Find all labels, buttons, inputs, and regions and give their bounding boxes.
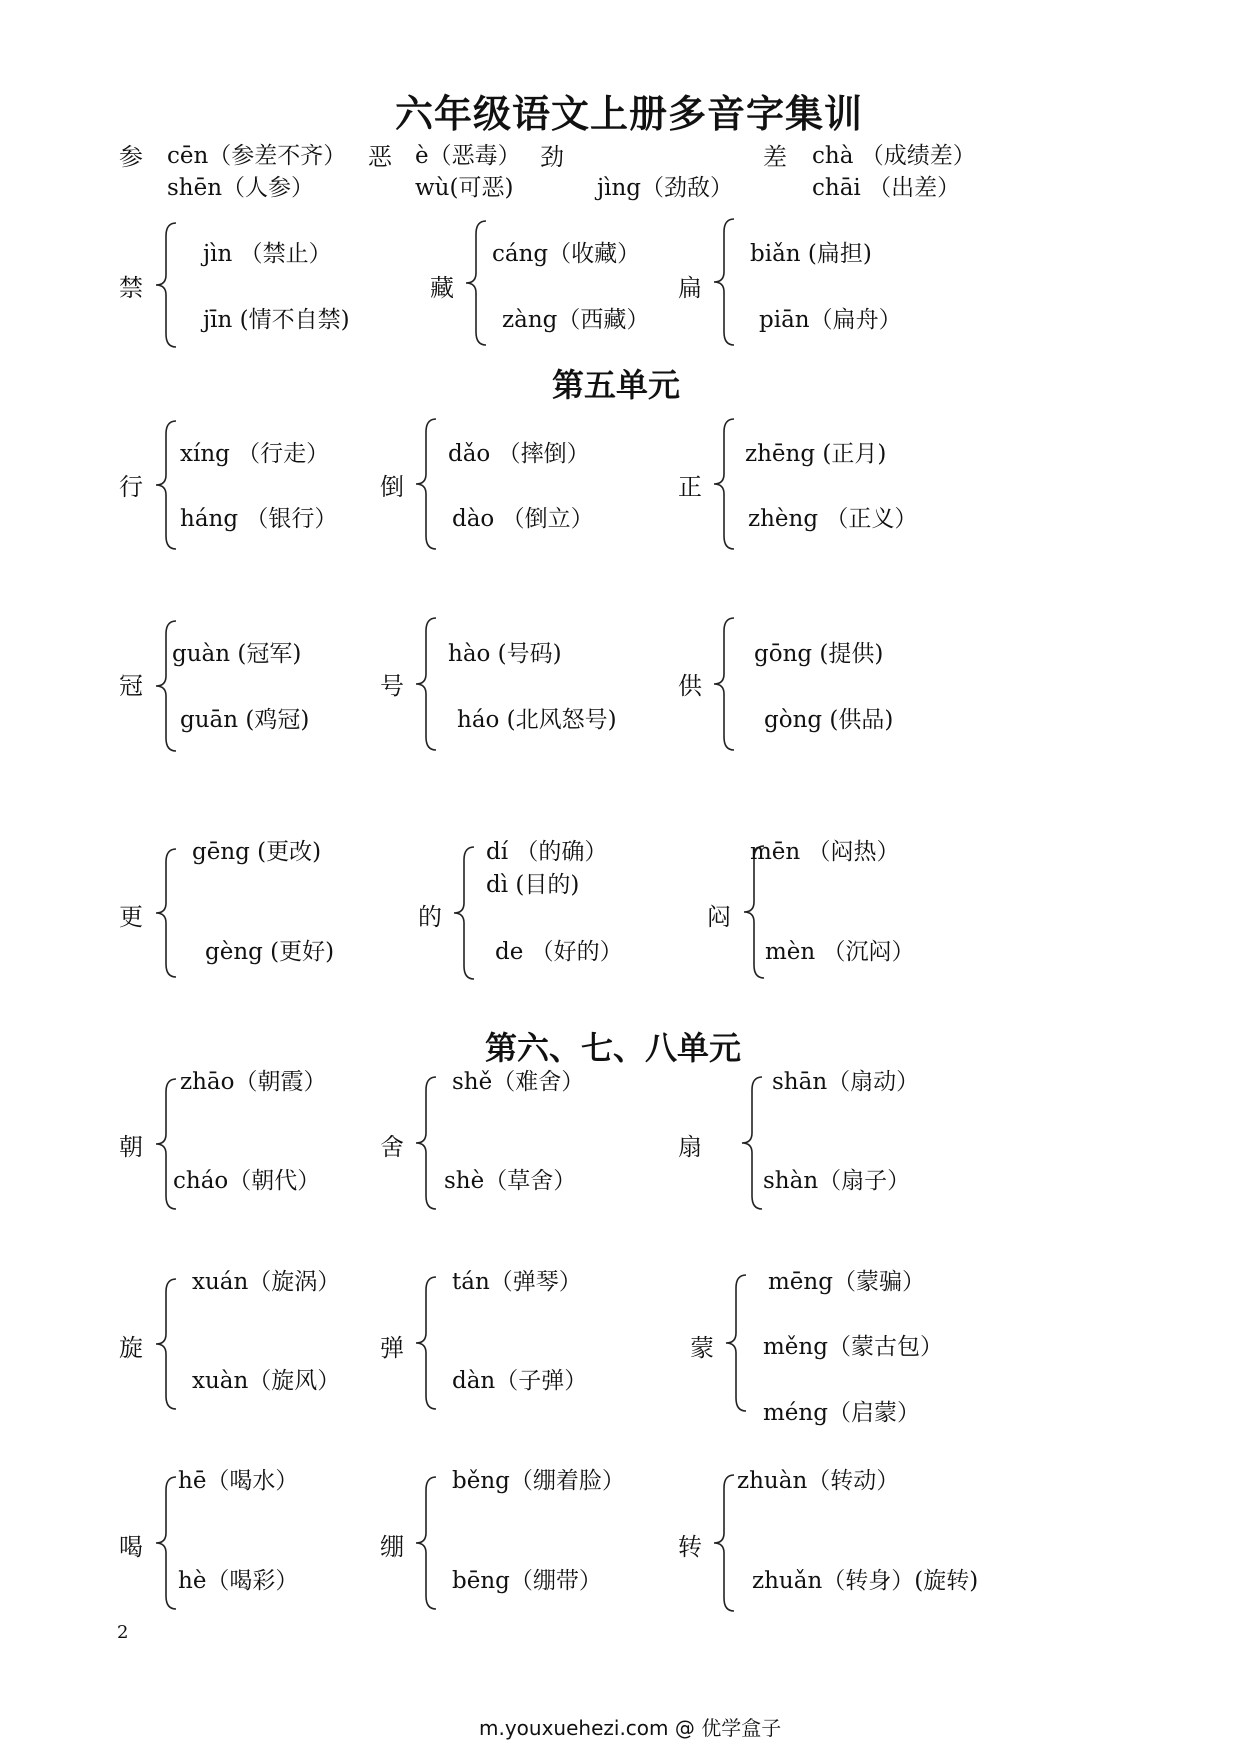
- char-zhuan: 转: [678, 1533, 702, 1561]
- pinyin-bian-1: biǎn (扁担): [750, 241, 872, 267]
- brace: [706, 617, 736, 751]
- brace: [148, 1278, 178, 1410]
- pinyin-geng-2: gèng (更好): [205, 939, 335, 965]
- pinyin-jin-2: jìng（劲敌）: [597, 175, 734, 201]
- char-meng: 蒙: [690, 1334, 714, 1362]
- pinyin-e-2: wù(可恶): [415, 175, 514, 201]
- pinyin-bian-2: piān（扁舟）: [759, 307, 902, 333]
- pinyin-gong-1: gōng (提供): [754, 641, 884, 667]
- char-geng: 更: [119, 903, 143, 931]
- pinyin-gong-2: gòng (供品): [764, 707, 894, 733]
- brace: [706, 218, 736, 346]
- brace: [446, 846, 476, 980]
- brace: [148, 222, 178, 348]
- brace: [706, 1474, 736, 1612]
- pinyin-de-mid: dì (目的): [486, 872, 580, 898]
- char-cha: 差: [763, 143, 787, 171]
- char-bian: 扁: [678, 274, 702, 302]
- pinyin-men-1: mēn （闷热）: [750, 839, 900, 865]
- pinyin-shan-1: shān（扇动）: [772, 1069, 920, 1095]
- char-beng: 绷: [380, 1533, 404, 1561]
- brace: [706, 418, 736, 550]
- char-hao: 号: [380, 672, 404, 700]
- pinyin-dao-1: dǎo （摔倒）: [448, 441, 590, 467]
- char-can: 参: [119, 143, 143, 171]
- brace: [408, 1476, 438, 1610]
- pinyin-beng-1: běng（绷着脸）: [452, 1468, 625, 1494]
- char-zheng: 正: [678, 473, 702, 501]
- pinyin-geng-1: gēng (更改): [192, 839, 322, 865]
- brace: [408, 1076, 438, 1210]
- pinyin-xuan-2: xuàn（旋风）: [192, 1368, 341, 1394]
- pinyin-zhuan-2: zhuǎn（转身）(旋转): [752, 1568, 979, 1594]
- section-heading-5: 第五单元: [552, 366, 681, 404]
- pinyin-e-1: è（恶毒）: [415, 143, 521, 169]
- char-xuan: 旋: [119, 1334, 143, 1362]
- pinyin-cha-2: chāi （出差）: [812, 175, 961, 201]
- char-chao: 朝: [119, 1133, 143, 1161]
- pinyin-she-1: shě（难舍）: [452, 1069, 585, 1095]
- char-guan: 冠: [119, 672, 143, 700]
- brace: [408, 1276, 438, 1410]
- char-e: 恶: [368, 143, 392, 171]
- pinyin-dao-2: dào （倒立）: [452, 506, 594, 532]
- footer-watermark: m.youxuehezi.com @ 优学盒子: [479, 1716, 782, 1740]
- pinyin-can-1: cēn（参差不齐）: [167, 143, 347, 169]
- pinyin-chao-1: zhāo（朝霞）: [180, 1069, 327, 1095]
- brace: [408, 418, 438, 550]
- char-de: 的: [418, 903, 442, 931]
- pinyin-cang-2: zàng（西藏）: [502, 307, 650, 333]
- pinyin-hao-2: háo (北风怒号): [457, 707, 617, 733]
- brace: [458, 220, 488, 346]
- pinyin-jin4-2: jīn (情不自禁): [203, 307, 350, 333]
- pinyin-she-2: shè（草舍）: [444, 1168, 577, 1194]
- brace: [148, 420, 178, 550]
- pinyin-tan-2: dàn（子弹）: [452, 1368, 588, 1394]
- section-heading-678: 第六、七、八单元: [485, 1029, 742, 1067]
- brace: [148, 1476, 178, 1610]
- pinyin-he-2: hè（喝彩）: [178, 1568, 299, 1594]
- pinyin-xuan-1: xuán（旋涡）: [192, 1269, 341, 1295]
- brace: [148, 848, 178, 978]
- char-shan: 扇: [678, 1133, 702, 1161]
- char-xing: 行: [119, 473, 143, 501]
- char-tan: 弹: [380, 1334, 404, 1362]
- pinyin-cha-1: chà （成绩差）: [812, 143, 976, 169]
- pinyin-hao-1: hào (号码): [448, 641, 562, 667]
- pinyin-guan-2: guān (鸡冠): [180, 707, 310, 733]
- pinyin-meng-mid: měng（蒙古包）: [763, 1334, 943, 1360]
- page-number: 2: [117, 1622, 129, 1643]
- pinyin-meng-1: mēng（蒙骗）: [768, 1269, 925, 1295]
- pinyin-jin4-1: jìn （禁止）: [203, 241, 332, 267]
- char-she: 舍: [380, 1133, 404, 1161]
- brace: [408, 617, 438, 751]
- char-jin4: 禁: [119, 274, 143, 302]
- pinyin-he-1: hē（喝水）: [178, 1468, 299, 1494]
- pinyin-beng-2: bēng（绷带）: [452, 1568, 602, 1594]
- pinyin-de-2: de （好的）: [495, 939, 623, 965]
- pinyin-cang-1: cáng（收藏）: [492, 241, 641, 267]
- char-cang: 藏: [430, 274, 454, 302]
- page-title: 六年级语文上册多音字集训: [395, 91, 864, 136]
- pinyin-meng-2: méng（启蒙）: [763, 1400, 920, 1426]
- pinyin-zheng-1: zhēng (正月): [745, 441, 887, 467]
- brace: [736, 845, 766, 979]
- char-dao: 倒: [380, 473, 404, 501]
- char-he: 喝: [119, 1533, 143, 1561]
- char-men: 闷: [707, 903, 731, 931]
- pinyin-can-2: shēn（人参）: [167, 175, 315, 201]
- brace: [734, 1076, 764, 1210]
- pinyin-guan-1: guàn (冠军): [172, 641, 302, 667]
- brace: [718, 1274, 748, 1412]
- pinyin-men-2: mèn （沉闷）: [765, 939, 915, 965]
- pinyin-tan-1: tán（弹琴）: [452, 1269, 582, 1295]
- pinyin-chao-2: cháo（朝代）: [173, 1168, 321, 1194]
- brace: [148, 620, 178, 752]
- char-gong: 供: [678, 672, 702, 700]
- pinyin-xing-1: xíng （行走）: [180, 441, 330, 467]
- pinyin-xing-2: háng （银行）: [180, 506, 338, 532]
- char-jin: 劲: [540, 143, 564, 171]
- pinyin-de-1: dí （的确）: [486, 839, 608, 865]
- pinyin-zheng-2: zhèng （正义）: [748, 506, 918, 532]
- pinyin-shan-2: shàn（扇子）: [763, 1168, 911, 1194]
- pinyin-zhuan-1: zhuàn（转动）: [737, 1468, 900, 1494]
